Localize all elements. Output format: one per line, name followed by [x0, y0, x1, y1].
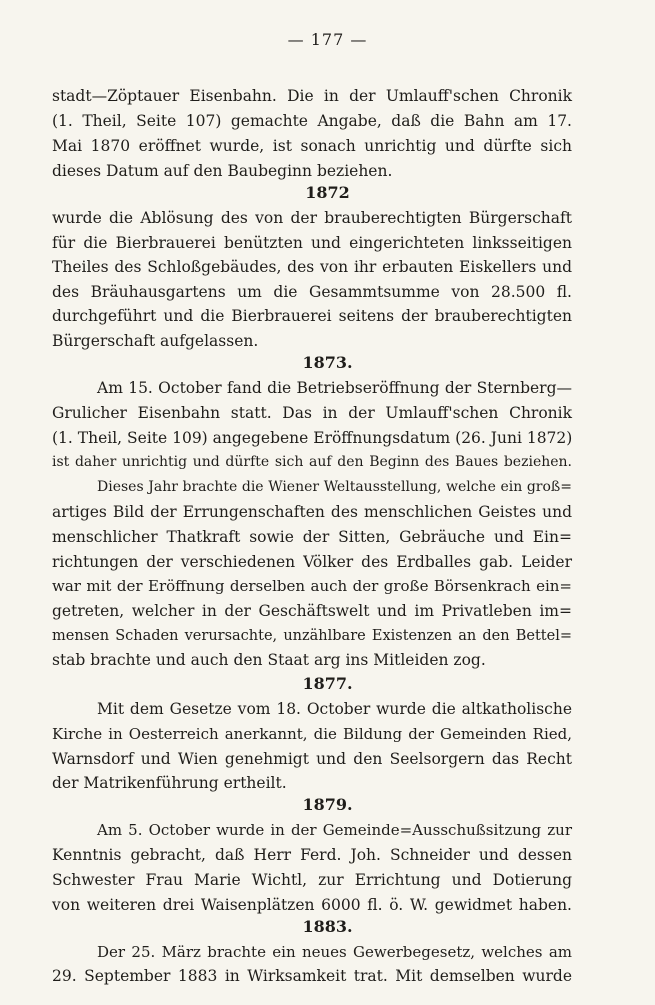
text-line: ist daher unrichtig und dürfte sich auf den Beginn des Baues beziehen. [52, 454, 572, 470]
text-line: richtungen der verschiedenen Völker des Erdballes gab. Leider [52, 553, 572, 571]
text-line: wurde die Ablösung des von der brauberechtigten Bürgerschaft [52, 209, 572, 227]
text-line: artiges Bild der Errungenschaften des menschlichen Geistes und [52, 503, 572, 521]
year-heading: 1879. [302, 795, 353, 814]
text-line: 29. September 1883 in Wirksamkeit trat. Mit demselben wurde [52, 967, 572, 985]
year-heading: 1877. [302, 674, 353, 693]
text-line: von weiteren drei Waisenplätzen 6000 fl. ö. W. gewidmet haben. [52, 896, 572, 914]
text-line: Kirche in Oesterreich anerkannt, die Bildung der Gemeinden Ried, [52, 725, 572, 743]
text-line: des Bräuhausgartens um die Gesammtsumme von 28.500 fl. [52, 283, 572, 301]
text-line: mensen Schaden verursachte, unzählbare Existenzen an den Bettel= [52, 628, 572, 644]
year-heading: 1883. [302, 917, 353, 936]
text-line: stab brachte und auch den Staat arg ins Mitleiden zog. [52, 651, 486, 669]
text-line: (1. Theil, Seite 109) angegebene Eröffnungsdatum (26. Juni 1872) [52, 429, 573, 447]
text-line: Dieses Jahr brachte die Wiener Weltausstellung, welche ein groß= [97, 479, 572, 495]
text-line: war mit der Eröffnung derselben auch der große Börsenkrach ein= [52, 577, 572, 595]
text-line: stadt—Zöptauer Eisenbahn. Die in der Umlauff'schen Chronik [52, 87, 572, 105]
text-line: Mit dem Gesetze vom 18. October wurde die altkatholische [97, 700, 572, 718]
text-line: Am 15. October fand die Betriebseröffnung der Sternberg— [97, 379, 572, 397]
year-heading: 1873. [302, 353, 353, 372]
text-line: Theiles des Schloßgebäudes, des von ihr erbauten Eiskellers und [52, 258, 572, 276]
text-line: Mai 1870 eröffnet wurde, ist sonach unrichtig und dürfte sich [52, 137, 572, 155]
text-line: durchgeführt und die Bierbrauerei seitens der brauberechtigten [52, 307, 572, 325]
text-line: Bürgerschaft aufgelassen. [52, 332, 259, 350]
text-line: Schwester Frau Marie Wichtl, zur Errichtung und Dotierung [52, 871, 572, 889]
text-line: der Matrikenführung ertheilt. [52, 774, 287, 792]
text-line: Der 25. März brachte ein neues Gewerbegesetz, welches am [97, 943, 572, 961]
text-line: menschlicher Thatkraft sowie der Sitten, Gebräuche und Ein= [52, 528, 572, 546]
text-line: getreten, welcher in der Geschäftswelt und im Privatleben im= [52, 602, 572, 620]
text-line: für die Bierbrauerei benützten und eingerichteten linksseitigen [52, 234, 572, 252]
year-heading: 1872 [305, 183, 350, 202]
text-line: Am 5. October wurde in der Gemeinde=Ausschußsitzung zur [97, 821, 572, 839]
text-line: (1. Theil, Seite 107) gemachte Angabe, daß die Bahn am 17. [52, 112, 572, 130]
text-line: Warnsdorf und Wien genehmigt und den Seelsorgern das Recht [52, 750, 572, 768]
text-line: Grulicher Eisenbahn statt. Das in der Umlauff'schen Chronik [52, 404, 572, 422]
text-line: Kenntnis gebracht, daß Herr Ferd. Joh. Schneider und dessen [52, 846, 572, 864]
page-number: — 177 — [287, 30, 368, 49]
text-line: dieses Datum auf den Baubeginn beziehen. [52, 162, 393, 180]
